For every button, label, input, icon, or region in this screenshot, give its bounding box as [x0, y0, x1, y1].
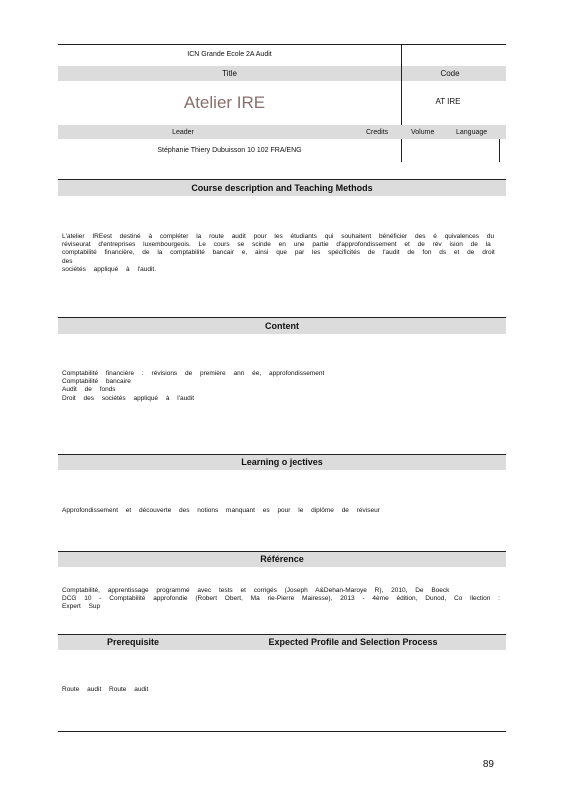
language-label: Language — [456, 129, 488, 136]
table-top-border — [58, 44, 506, 45]
code-label: Code — [440, 69, 460, 78]
prerequisite-rule — [58, 634, 506, 635]
leader-label: Leader — [172, 129, 194, 136]
content-heading: Content — [265, 321, 299, 331]
content-text: Comptabilité financière : révisions de première ann ée, approfondissement Comptabilité bancaire Audit de fonds Droit des sociétés appliqué à l'audit — [62, 370, 325, 402]
description-text: L'atelier IREest destiné à compléter la route audit pour les étudiants qui souhaitent bénéficier des é quivalences du réviseurat d'entreprises luxembourgeois. Le cours se scinde en une partie d'approfondissement et de rév ision de la comptabilité financière, de la comptabilité bancair e, ainsi que par les spécificités de l'audit de fon ds et de droit des sociétés appliqué à l'audit. — [62, 233, 495, 273]
school-line: ICN Grande Ecole 2A Audit — [187, 51, 272, 58]
volume-label: Volume — [411, 129, 435, 136]
content-rule — [58, 317, 506, 318]
reference-rule — [58, 551, 506, 552]
credits-label: Credits — [366, 129, 389, 136]
page-number: 89 — [482, 759, 494, 770]
course-code: AT IRE — [435, 97, 461, 106]
title-label: Title — [222, 69, 237, 78]
description-rule — [58, 179, 506, 180]
description-heading: Course description and Teaching Methods — [191, 183, 373, 193]
table-right-divider — [499, 139, 500, 162]
objectives-text: Approfondissement et découverte des notions manquant es pour le diplôme de réviseur — [62, 507, 380, 514]
objectives-heading: Learning o jectives — [241, 457, 323, 467]
objectives-rule — [58, 454, 506, 455]
reference-heading: Référence — [260, 554, 304, 564]
prerequisite-text: Route audit Route audit — [62, 686, 149, 693]
profile-heading: Expected Profile and Selection Process — [268, 637, 438, 647]
bottom-rule — [58, 731, 506, 732]
prerequisite-heading: Prerequisite — [106, 637, 160, 647]
reference-text: Comptabilité, apprentissage programmé avec tests et corrigés (Joseph A&Dehan-Maroye R), 2010, De Boeck DCG 10 - Comptabilité approfondie (Robert Obert, Ma rie-Pierre Mairesse), 2013 - 4ème édition, Dunod, Co llection : Expert Sup — [62, 587, 500, 611]
info-line: Stéphanie Thiery Dubuisson 10 102 FRA/ENG — [157, 147, 302, 154]
course-title: Atelier IRE — [183, 93, 266, 112]
